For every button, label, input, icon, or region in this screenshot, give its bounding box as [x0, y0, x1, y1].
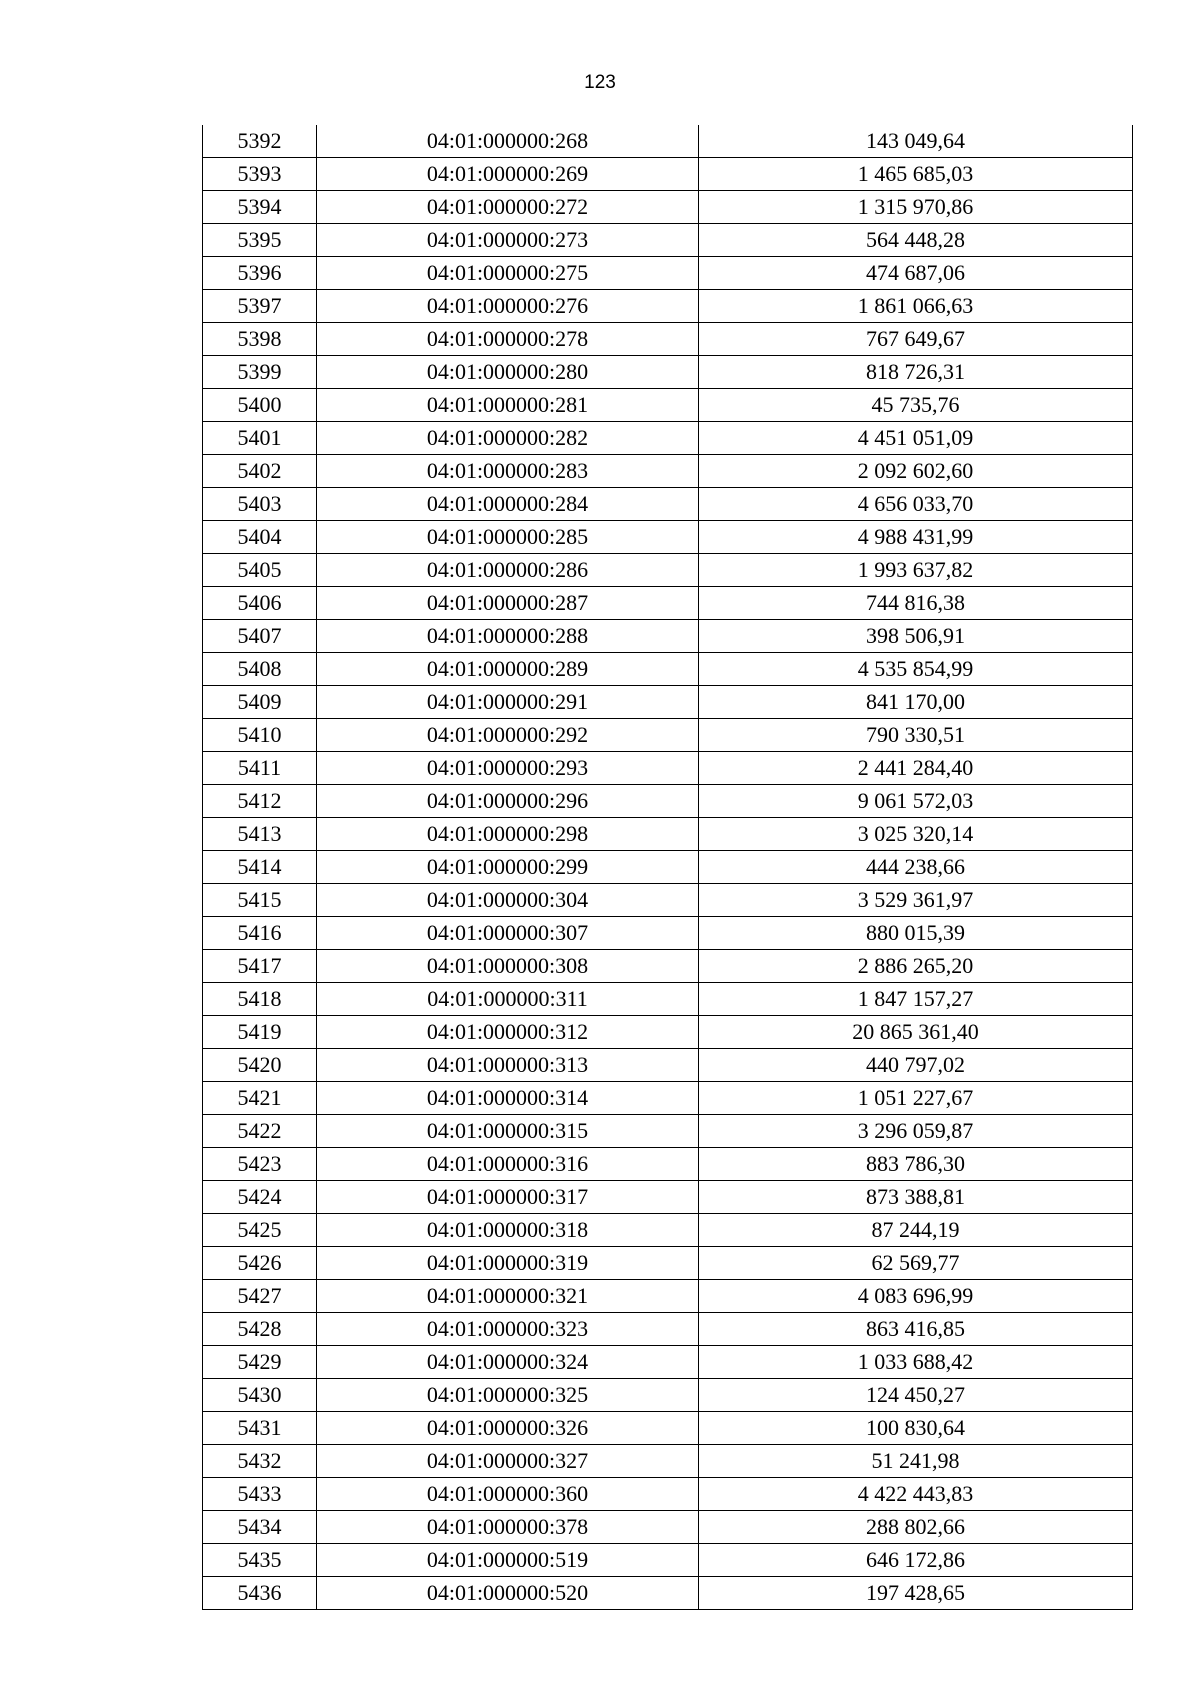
row-number-cell: 5426 — [203, 1247, 317, 1280]
value-cell: 790 330,51 — [699, 719, 1133, 752]
value-cell: 4 451 051,09 — [699, 422, 1133, 455]
table-row — [203, 1379, 1133, 1412]
value-cell: 4 988 431,99 — [699, 521, 1133, 554]
value-cell: 880 015,39 — [699, 917, 1133, 950]
value-cell: 2 092 602,60 — [699, 455, 1133, 488]
row-number-cell: 5392 — [203, 125, 317, 158]
table-row — [203, 1082, 1133, 1115]
table-row — [203, 257, 1133, 290]
cadastral-number-cell: 04:01:000000:326 — [317, 1412, 699, 1445]
value-cell: 197 428,65 — [699, 1577, 1133, 1610]
cadastral-number-cell: 04:01:000000:325 — [317, 1379, 699, 1412]
table-row — [203, 191, 1133, 224]
value-cell: 20 865 361,40 — [699, 1016, 1133, 1049]
value-cell: 1 315 970,86 — [699, 191, 1133, 224]
row-number-cell: 5395 — [203, 224, 317, 257]
value-cell: 646 172,86 — [699, 1544, 1133, 1577]
table-row — [203, 1445, 1133, 1478]
row-number-cell: 5435 — [203, 1544, 317, 1577]
cadastral-number-cell: 04:01:000000:307 — [317, 917, 699, 950]
row-number-cell: 5430 — [203, 1379, 317, 1412]
row-number-cell: 5413 — [203, 818, 317, 851]
value-cell: 2 441 284,40 — [699, 752, 1133, 785]
cadastral-number-cell: 04:01:000000:360 — [317, 1478, 699, 1511]
cadastral-number-cell: 04:01:000000:287 — [317, 587, 699, 620]
cadastral-number-cell: 04:01:000000:286 — [317, 554, 699, 587]
table-row — [203, 884, 1133, 917]
row-number-cell: 5416 — [203, 917, 317, 950]
row-number-cell: 5393 — [203, 158, 317, 191]
table-row — [203, 1313, 1133, 1346]
row-number-cell: 5418 — [203, 983, 317, 1016]
cadastral-number-cell: 04:01:000000:296 — [317, 785, 699, 818]
table-row — [203, 1148, 1133, 1181]
table-row — [203, 1016, 1133, 1049]
table-row — [203, 917, 1133, 950]
value-cell: 767 649,67 — [699, 323, 1133, 356]
cadastral-number-cell: 04:01:000000:268 — [317, 125, 699, 158]
cadastral-number-cell: 04:01:000000:308 — [317, 950, 699, 983]
row-number-cell: 5396 — [203, 257, 317, 290]
cadastral-number-cell: 04:01:000000:285 — [317, 521, 699, 554]
value-cell: 4 535 854,99 — [699, 653, 1133, 686]
cadastral-number-cell: 04:01:000000:282 — [317, 422, 699, 455]
table-row — [203, 587, 1133, 620]
table-row — [203, 554, 1133, 587]
table-row — [203, 752, 1133, 785]
row-number-cell: 5433 — [203, 1478, 317, 1511]
value-cell: 873 388,81 — [699, 1181, 1133, 1214]
table-row — [203, 1346, 1133, 1379]
cadastral-number-cell: 04:01:000000:520 — [317, 1577, 699, 1610]
row-number-cell: 5412 — [203, 785, 317, 818]
value-cell: 3 025 320,14 — [699, 818, 1133, 851]
row-number-cell: 5400 — [203, 389, 317, 422]
row-number-cell: 5420 — [203, 1049, 317, 1082]
value-cell: 818 726,31 — [699, 356, 1133, 389]
value-cell: 143 049,64 — [699, 125, 1133, 158]
cadastral-number-cell: 04:01:000000:317 — [317, 1181, 699, 1214]
table-row — [203, 290, 1133, 323]
row-number-cell: 5425 — [203, 1214, 317, 1247]
table-row — [203, 1115, 1133, 1148]
cadastral-number-cell: 04:01:000000:378 — [317, 1511, 699, 1544]
value-cell: 288 802,66 — [699, 1511, 1133, 1544]
row-number-cell: 5414 — [203, 851, 317, 884]
value-cell: 62 569,77 — [699, 1247, 1133, 1280]
table-row — [203, 521, 1133, 554]
value-cell: 87 244,19 — [699, 1214, 1133, 1247]
table-row — [203, 1049, 1133, 1082]
row-number-cell: 5402 — [203, 455, 317, 488]
cadastral-number-cell: 04:01:000000:314 — [317, 1082, 699, 1115]
table-row — [203, 1247, 1133, 1280]
row-number-cell: 5406 — [203, 587, 317, 620]
row-number-cell: 5401 — [203, 422, 317, 455]
value-cell: 2 886 265,20 — [699, 950, 1133, 983]
table-row — [203, 389, 1133, 422]
row-number-cell: 5421 — [203, 1082, 317, 1115]
table-row — [203, 1280, 1133, 1313]
row-number-cell: 5417 — [203, 950, 317, 983]
row-number-cell: 5423 — [203, 1148, 317, 1181]
row-number-cell: 5409 — [203, 686, 317, 719]
cadastral-number-cell: 04:01:000000:288 — [317, 620, 699, 653]
row-number-cell: 5422 — [203, 1115, 317, 1148]
table-row — [203, 158, 1133, 191]
table-row — [203, 455, 1133, 488]
cadastral-number-cell: 04:01:000000:276 — [317, 290, 699, 323]
row-number-cell: 5429 — [203, 1346, 317, 1379]
value-cell: 444 238,66 — [699, 851, 1133, 884]
cadastral-number-cell: 04:01:000000:280 — [317, 356, 699, 389]
cadastral-number-cell: 04:01:000000:313 — [317, 1049, 699, 1082]
table-row — [203, 1214, 1133, 1247]
cadastral-number-cell: 04:01:000000:318 — [317, 1214, 699, 1247]
value-cell: 398 506,91 — [699, 620, 1133, 653]
table-row — [203, 356, 1133, 389]
value-cell: 841 170,00 — [699, 686, 1133, 719]
cadastral-number-cell: 04:01:000000:278 — [317, 323, 699, 356]
value-cell: 4 083 696,99 — [699, 1280, 1133, 1313]
row-number-cell: 5408 — [203, 653, 317, 686]
table-row — [203, 851, 1133, 884]
table-row — [203, 1181, 1133, 1214]
table-row — [203, 686, 1133, 719]
row-number-cell: 5428 — [203, 1313, 317, 1346]
cadastral-number-cell: 04:01:000000:324 — [317, 1346, 699, 1379]
row-number-cell: 5403 — [203, 488, 317, 521]
value-cell: 564 448,28 — [699, 224, 1133, 257]
value-cell: 51 241,98 — [699, 1445, 1133, 1478]
table-row — [203, 488, 1133, 521]
cadastral-number-cell: 04:01:000000:291 — [317, 686, 699, 719]
table-row — [203, 1412, 1133, 1445]
table-row — [203, 785, 1133, 818]
row-number-cell: 5398 — [203, 323, 317, 356]
row-number-cell: 5404 — [203, 521, 317, 554]
table-row — [203, 1577, 1133, 1610]
table-row — [203, 818, 1133, 851]
cadastral-number-cell: 04:01:000000:275 — [317, 257, 699, 290]
cadastral-number-cell: 04:01:000000:269 — [317, 158, 699, 191]
row-number-cell: 5410 — [203, 719, 317, 752]
table-row — [203, 620, 1133, 653]
table-row — [203, 719, 1133, 752]
row-number-cell: 5436 — [203, 1577, 317, 1610]
data-table-container — [202, 125, 1132, 1610]
table-row — [203, 1478, 1133, 1511]
cadastral-number-cell: 04:01:000000:284 — [317, 488, 699, 521]
row-number-cell: 5407 — [203, 620, 317, 653]
cadastral-number-cell: 04:01:000000:327 — [317, 1445, 699, 1478]
value-cell: 744 816,38 — [699, 587, 1133, 620]
cadastral-number-cell: 04:01:000000:283 — [317, 455, 699, 488]
cadastral-number-cell: 04:01:000000:311 — [317, 983, 699, 1016]
value-cell: 9 061 572,03 — [699, 785, 1133, 818]
value-cell: 3 529 361,97 — [699, 884, 1133, 917]
value-cell: 863 416,85 — [699, 1313, 1133, 1346]
cadastral-number-cell: 04:01:000000:299 — [317, 851, 699, 884]
value-cell: 100 830,64 — [699, 1412, 1133, 1445]
cadastral-number-cell: 04:01:000000:519 — [317, 1544, 699, 1577]
row-number-cell: 5427 — [203, 1280, 317, 1313]
cadastral-number-cell: 04:01:000000:292 — [317, 719, 699, 752]
row-number-cell: 5431 — [203, 1412, 317, 1445]
table-row — [203, 224, 1133, 257]
value-cell: 440 797,02 — [699, 1049, 1133, 1082]
table-row — [203, 422, 1133, 455]
row-number-cell: 5411 — [203, 752, 317, 785]
value-cell: 4 656 033,70 — [699, 488, 1133, 521]
row-number-cell: 5434 — [203, 1511, 317, 1544]
cadastral-number-cell: 04:01:000000:323 — [317, 1313, 699, 1346]
value-cell: 1 033 688,42 — [699, 1346, 1133, 1379]
row-number-cell: 5394 — [203, 191, 317, 224]
value-cell: 3 296 059,87 — [699, 1115, 1133, 1148]
value-cell: 1 465 685,03 — [699, 158, 1133, 191]
row-number-cell: 5432 — [203, 1445, 317, 1478]
cadastral-number-cell: 04:01:000000:289 — [317, 653, 699, 686]
cadastral-number-cell: 04:01:000000:298 — [317, 818, 699, 851]
value-cell: 1 847 157,27 — [699, 983, 1133, 1016]
row-number-cell: 5419 — [203, 1016, 317, 1049]
cadastral-number-cell: 04:01:000000:312 — [317, 1016, 699, 1049]
cadastral-number-cell: 04:01:000000:273 — [317, 224, 699, 257]
cadastral-number-cell: 04:01:000000:272 — [317, 191, 699, 224]
value-cell: 474 687,06 — [699, 257, 1133, 290]
value-cell: 4 422 443,83 — [699, 1478, 1133, 1511]
value-cell: 45 735,76 — [699, 389, 1133, 422]
row-number-cell: 5399 — [203, 356, 317, 389]
cadastral-number-cell: 04:01:000000:304 — [317, 884, 699, 917]
table-row — [203, 125, 1133, 158]
table-row — [203, 1544, 1133, 1577]
cadastral-number-cell: 04:01:000000:281 — [317, 389, 699, 422]
row-number-cell: 5397 — [203, 290, 317, 323]
row-number-cell: 5424 — [203, 1181, 317, 1214]
cadastral-number-cell: 04:01:000000:293 — [317, 752, 699, 785]
cadastral-number-cell: 04:01:000000:315 — [317, 1115, 699, 1148]
row-number-cell: 5415 — [203, 884, 317, 917]
table-row — [203, 983, 1133, 1016]
value-cell: 1 993 637,82 — [699, 554, 1133, 587]
cadastral-number-cell: 04:01:000000:321 — [317, 1280, 699, 1313]
table-body — [203, 125, 1133, 1610]
value-cell: 124 450,27 — [699, 1379, 1133, 1412]
cadastral-number-cell: 04:01:000000:316 — [317, 1148, 699, 1181]
table-row — [203, 323, 1133, 356]
value-cell: 1 861 066,63 — [699, 290, 1133, 323]
table-row — [203, 653, 1133, 686]
row-number-cell: 5405 — [203, 554, 317, 587]
value-cell: 1 051 227,67 — [699, 1082, 1133, 1115]
cadastral-number-cell: 04:01:000000:319 — [317, 1247, 699, 1280]
table-row — [203, 950, 1133, 983]
table-row — [203, 1511, 1133, 1544]
page-number: 123 — [584, 72, 616, 93]
data-table — [202, 125, 1133, 1610]
value-cell: 883 786,30 — [699, 1148, 1133, 1181]
